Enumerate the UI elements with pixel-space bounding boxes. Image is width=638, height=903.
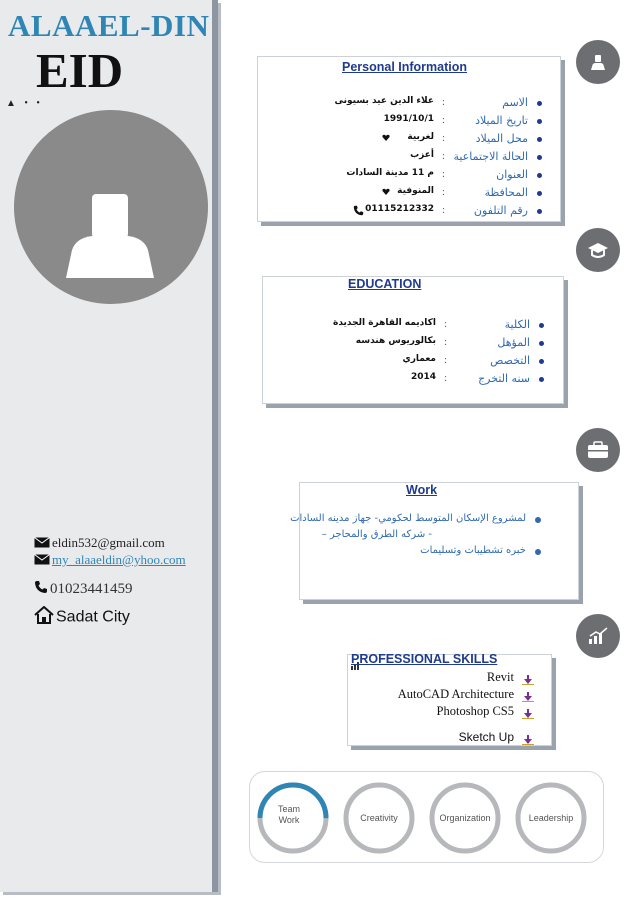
colon: :	[442, 132, 446, 144]
colon: :	[444, 372, 448, 384]
soft-skill-label: Work	[278, 815, 300, 825]
personal-value: المنوفية	[397, 186, 434, 196]
personal-value: لغربية	[407, 132, 434, 142]
heart-icon	[382, 187, 390, 199]
user-icon	[576, 40, 620, 84]
first-name: ALAAEL-DIN	[8, 8, 210, 43]
graduation-cap-icon	[576, 228, 620, 272]
city-text: Sadat City	[56, 608, 130, 626]
avatar	[14, 110, 208, 304]
bullet	[537, 137, 542, 142]
bullet	[537, 209, 542, 214]
work-title: Work	[406, 483, 438, 497]
education-label: سنه التخرج	[478, 372, 530, 385]
soft-skill-ring	[432, 785, 498, 851]
briefcase-icon	[576, 428, 620, 472]
soft-skill-label: Leadership	[528, 813, 574, 823]
skill-item: Sketch Up	[458, 730, 514, 744]
education-row	[360, 372, 544, 388]
bullet	[537, 101, 542, 106]
email-secondary-link[interactable]: my_alaaeldin@yhoo.com	[52, 552, 186, 567]
contact-email-primary[interactable]	[34, 535, 165, 552]
bullet	[539, 323, 544, 328]
work-line-1: لمشروع الإسكان المتوسط لحكومي- جهاز مدينه السادات	[290, 513, 526, 524]
personal-value: أعزب	[410, 150, 434, 160]
phone-icon	[34, 580, 48, 599]
soft-skill-label: Organization	[439, 813, 491, 823]
education-label: الكلية	[504, 318, 530, 331]
education-row	[355, 336, 544, 352]
arrow-down-icon	[522, 672, 534, 682]
soft-skill-label: Team	[277, 804, 301, 814]
personal-value: علاء الدين عيد بسيونى	[334, 96, 434, 106]
personal-row	[340, 186, 542, 202]
colon: :	[444, 336, 448, 348]
personal-row	[334, 96, 542, 112]
skill-item: Photoshop CS5	[436, 704, 514, 718]
education-value: معماري	[402, 354, 436, 364]
colon: :	[442, 168, 446, 180]
avatar-placeholder-icon	[14, 110, 208, 304]
colon: :	[442, 114, 446, 126]
arrow-down-icon	[522, 706, 534, 716]
colon: :	[444, 318, 448, 330]
bullet	[539, 377, 544, 382]
sidebar	[0, 0, 218, 892]
personal-value: 01115212332	[365, 204, 434, 214]
last-name: EID	[36, 43, 124, 98]
personal-label: تاريخ الميلاد	[475, 114, 528, 127]
education-value: اكاديمه القاهرة الجديدة	[333, 318, 436, 328]
colon: :	[442, 204, 446, 216]
soft-skills-card	[249, 771, 604, 863]
heart-icon	[382, 133, 390, 145]
contact-email-secondary[interactable]	[34, 552, 186, 569]
soft-skill-ring	[346, 785, 412, 851]
personal-row	[340, 114, 542, 130]
skill-item: Revit	[486, 670, 514, 684]
contact-city	[34, 606, 130, 629]
soft-skill-ring	[260, 785, 326, 851]
personal-row	[340, 168, 542, 184]
skill-item: AutoCAD Architecture	[397, 687, 514, 701]
personal-value: 1991/10/1	[383, 114, 434, 124]
education-label: التخصص	[490, 354, 530, 367]
education-title: EDUCATION	[348, 277, 422, 291]
skills-title-b: SKILLS	[452, 652, 498, 666]
colon: :	[442, 186, 446, 198]
education-row	[360, 354, 544, 370]
contact-phone	[34, 580, 133, 599]
home-icon	[34, 606, 54, 629]
phone-icon	[353, 205, 364, 219]
bullet	[539, 341, 544, 346]
name-decoration: ▲ • •	[6, 98, 43, 109]
personal-row	[340, 204, 542, 220]
education-value: 2014	[410, 372, 436, 382]
education-label: المؤهل	[497, 336, 530, 349]
bullet	[539, 359, 544, 364]
phone-text: 01023441459	[50, 580, 133, 597]
work-bullet	[535, 517, 541, 523]
bullet	[537, 173, 542, 178]
soft-skill-ring	[518, 785, 584, 851]
personal-label: العنوان	[496, 168, 528, 181]
envelope-icon	[34, 553, 50, 569]
skills-title	[351, 652, 497, 666]
personal-label: المحافظة	[484, 186, 528, 199]
bullet	[537, 155, 542, 160]
chart-icon	[576, 614, 620, 658]
personal-info-title: Personal Information	[342, 60, 468, 74]
arrow-down-icon	[522, 689, 534, 699]
work-bullet	[535, 549, 541, 555]
colon: :	[442, 96, 446, 108]
bullet	[537, 191, 542, 196]
work-line-3: خبره تشطيبات وتسليمات	[420, 545, 526, 556]
personal-label: الاسم	[502, 96, 528, 109]
soft-skills-rings	[250, 772, 605, 864]
skills-title-a: PROFESSIONAL	[351, 652, 450, 666]
personal-label: الحالة الاجتماعية	[453, 150, 528, 163]
personal-label: رقم التلفون	[473, 204, 528, 217]
personal-value: م 11 مدينة السادات	[346, 168, 434, 178]
personal-label: محل الميلاد	[475, 132, 528, 145]
bullet	[537, 119, 542, 124]
soft-skill-label: Creativity	[360, 813, 398, 823]
email-primary-text[interactable]: eldin532@gmail.com	[52, 535, 165, 550]
arrow-down-icon	[522, 732, 534, 742]
work-line-2: - شركه الطرق والمحاجر –	[321, 529, 432, 540]
personal-row	[340, 150, 542, 166]
envelope-icon	[34, 536, 50, 552]
education-row	[333, 318, 544, 334]
personal-row	[340, 132, 542, 148]
education-value: بكالوريوس هندسه	[355, 336, 436, 346]
work-card	[290, 482, 579, 600]
colon: :	[442, 150, 446, 162]
colon: :	[444, 354, 448, 366]
